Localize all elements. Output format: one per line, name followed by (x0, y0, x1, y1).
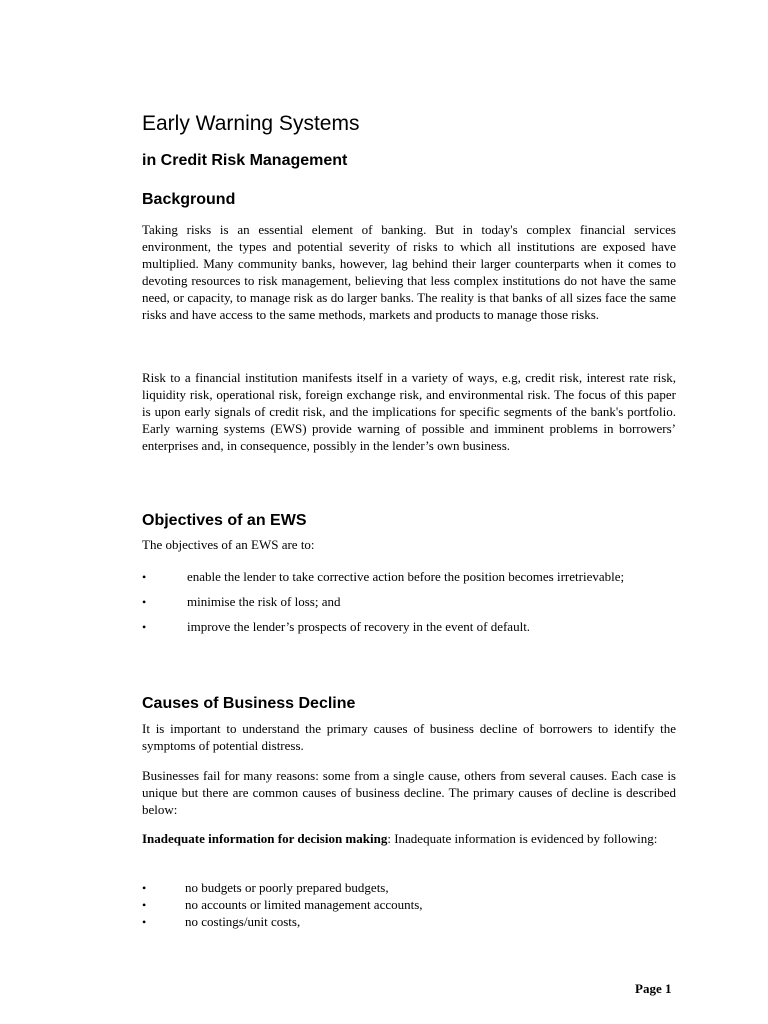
document-title: Early Warning Systems (142, 112, 360, 135)
bullet-icon: • (142, 914, 147, 929)
document-page (142, 0, 676, 1024)
list-item (142, 914, 676, 931)
list-item-text: no budgets or poorly prepared budgets, (185, 880, 389, 895)
causes-lead-rest: : Inadequate information is evidenced by following: (387, 831, 658, 846)
causes-heading: Causes of Business Decline (142, 695, 356, 712)
bullet-icon: • (142, 619, 147, 634)
bullet-icon: • (142, 881, 147, 895)
list-item (142, 594, 676, 611)
objectives-heading: Objectives of an EWS (142, 512, 307, 529)
list-item (142, 897, 676, 914)
causes-paragraph-1: It is important to understand the primary causes of business decline of borrowers to identify the symptoms of potential distress. (142, 721, 676, 753)
list-item-text: no accounts or limited management accounts, (185, 896, 423, 912)
document-subtitle: in Credit Risk Management (142, 152, 348, 169)
background-paragraph-1: Taking risks is an essential element of banking. But in today's complex financial services environment, the types and potential severity of risks to which all institutions are exposed have multiplied. Many community banks, however, lag behind their larger counterparts when it comes to devoting resources to risk management, believing that less complex institutions do not have the same need, or capacity, to manage risk as do larger banks. The reality is that banks of all sizes face the same risks and have access to the same methods, markets and products to manage those risks. (142, 222, 676, 322)
causes-lead-bold: Inadequate information for decision making (142, 831, 388, 846)
causes-list (142, 880, 676, 931)
list-item-text: no costings/unit costs, (185, 913, 301, 929)
bullet-icon: • (142, 897, 147, 912)
bullet-icon: • (142, 594, 147, 609)
causes-lead-paragraph (142, 831, 676, 848)
list-item-text: minimise the risk of loss; and (187, 593, 341, 609)
background-paragraph-2: Risk to a financial institution manifests itself in a variety of ways, e.g, credit risk, interest rate risk, liquidity risk, operational risk, foreign exchange risk, and environmental risk. The focus of this paper is upon early signals of credit risk, and the implications for specific segments of the bank's portfolio. Early warning systems (EWS) provide warning of possible and imminent problems in borrowers’ enterprises and, in consequence, possibly in the lender’s own business. (142, 370, 676, 453)
causes-paragraph-2: Businesses fail for many reasons: some from a single cause, others from several causes. Each case is unique but there are common causes of business decline. The primary causes of decline is described below: (142, 768, 676, 817)
list-item-text: improve the lender’s prospects of recovery in the event of default. (187, 618, 531, 634)
bullet-icon: • (142, 570, 147, 584)
page-number: Page 1 (635, 981, 672, 996)
list-item (142, 880, 676, 897)
objectives-list (142, 569, 676, 644)
list-item-text: enable the lender to take corrective action before the position becomes irretrievable; (187, 569, 625, 584)
list-item (142, 569, 676, 586)
background-heading: Background (142, 191, 236, 208)
objectives-intro: The objectives of an EWS are to: (142, 537, 315, 552)
list-item (142, 619, 676, 636)
